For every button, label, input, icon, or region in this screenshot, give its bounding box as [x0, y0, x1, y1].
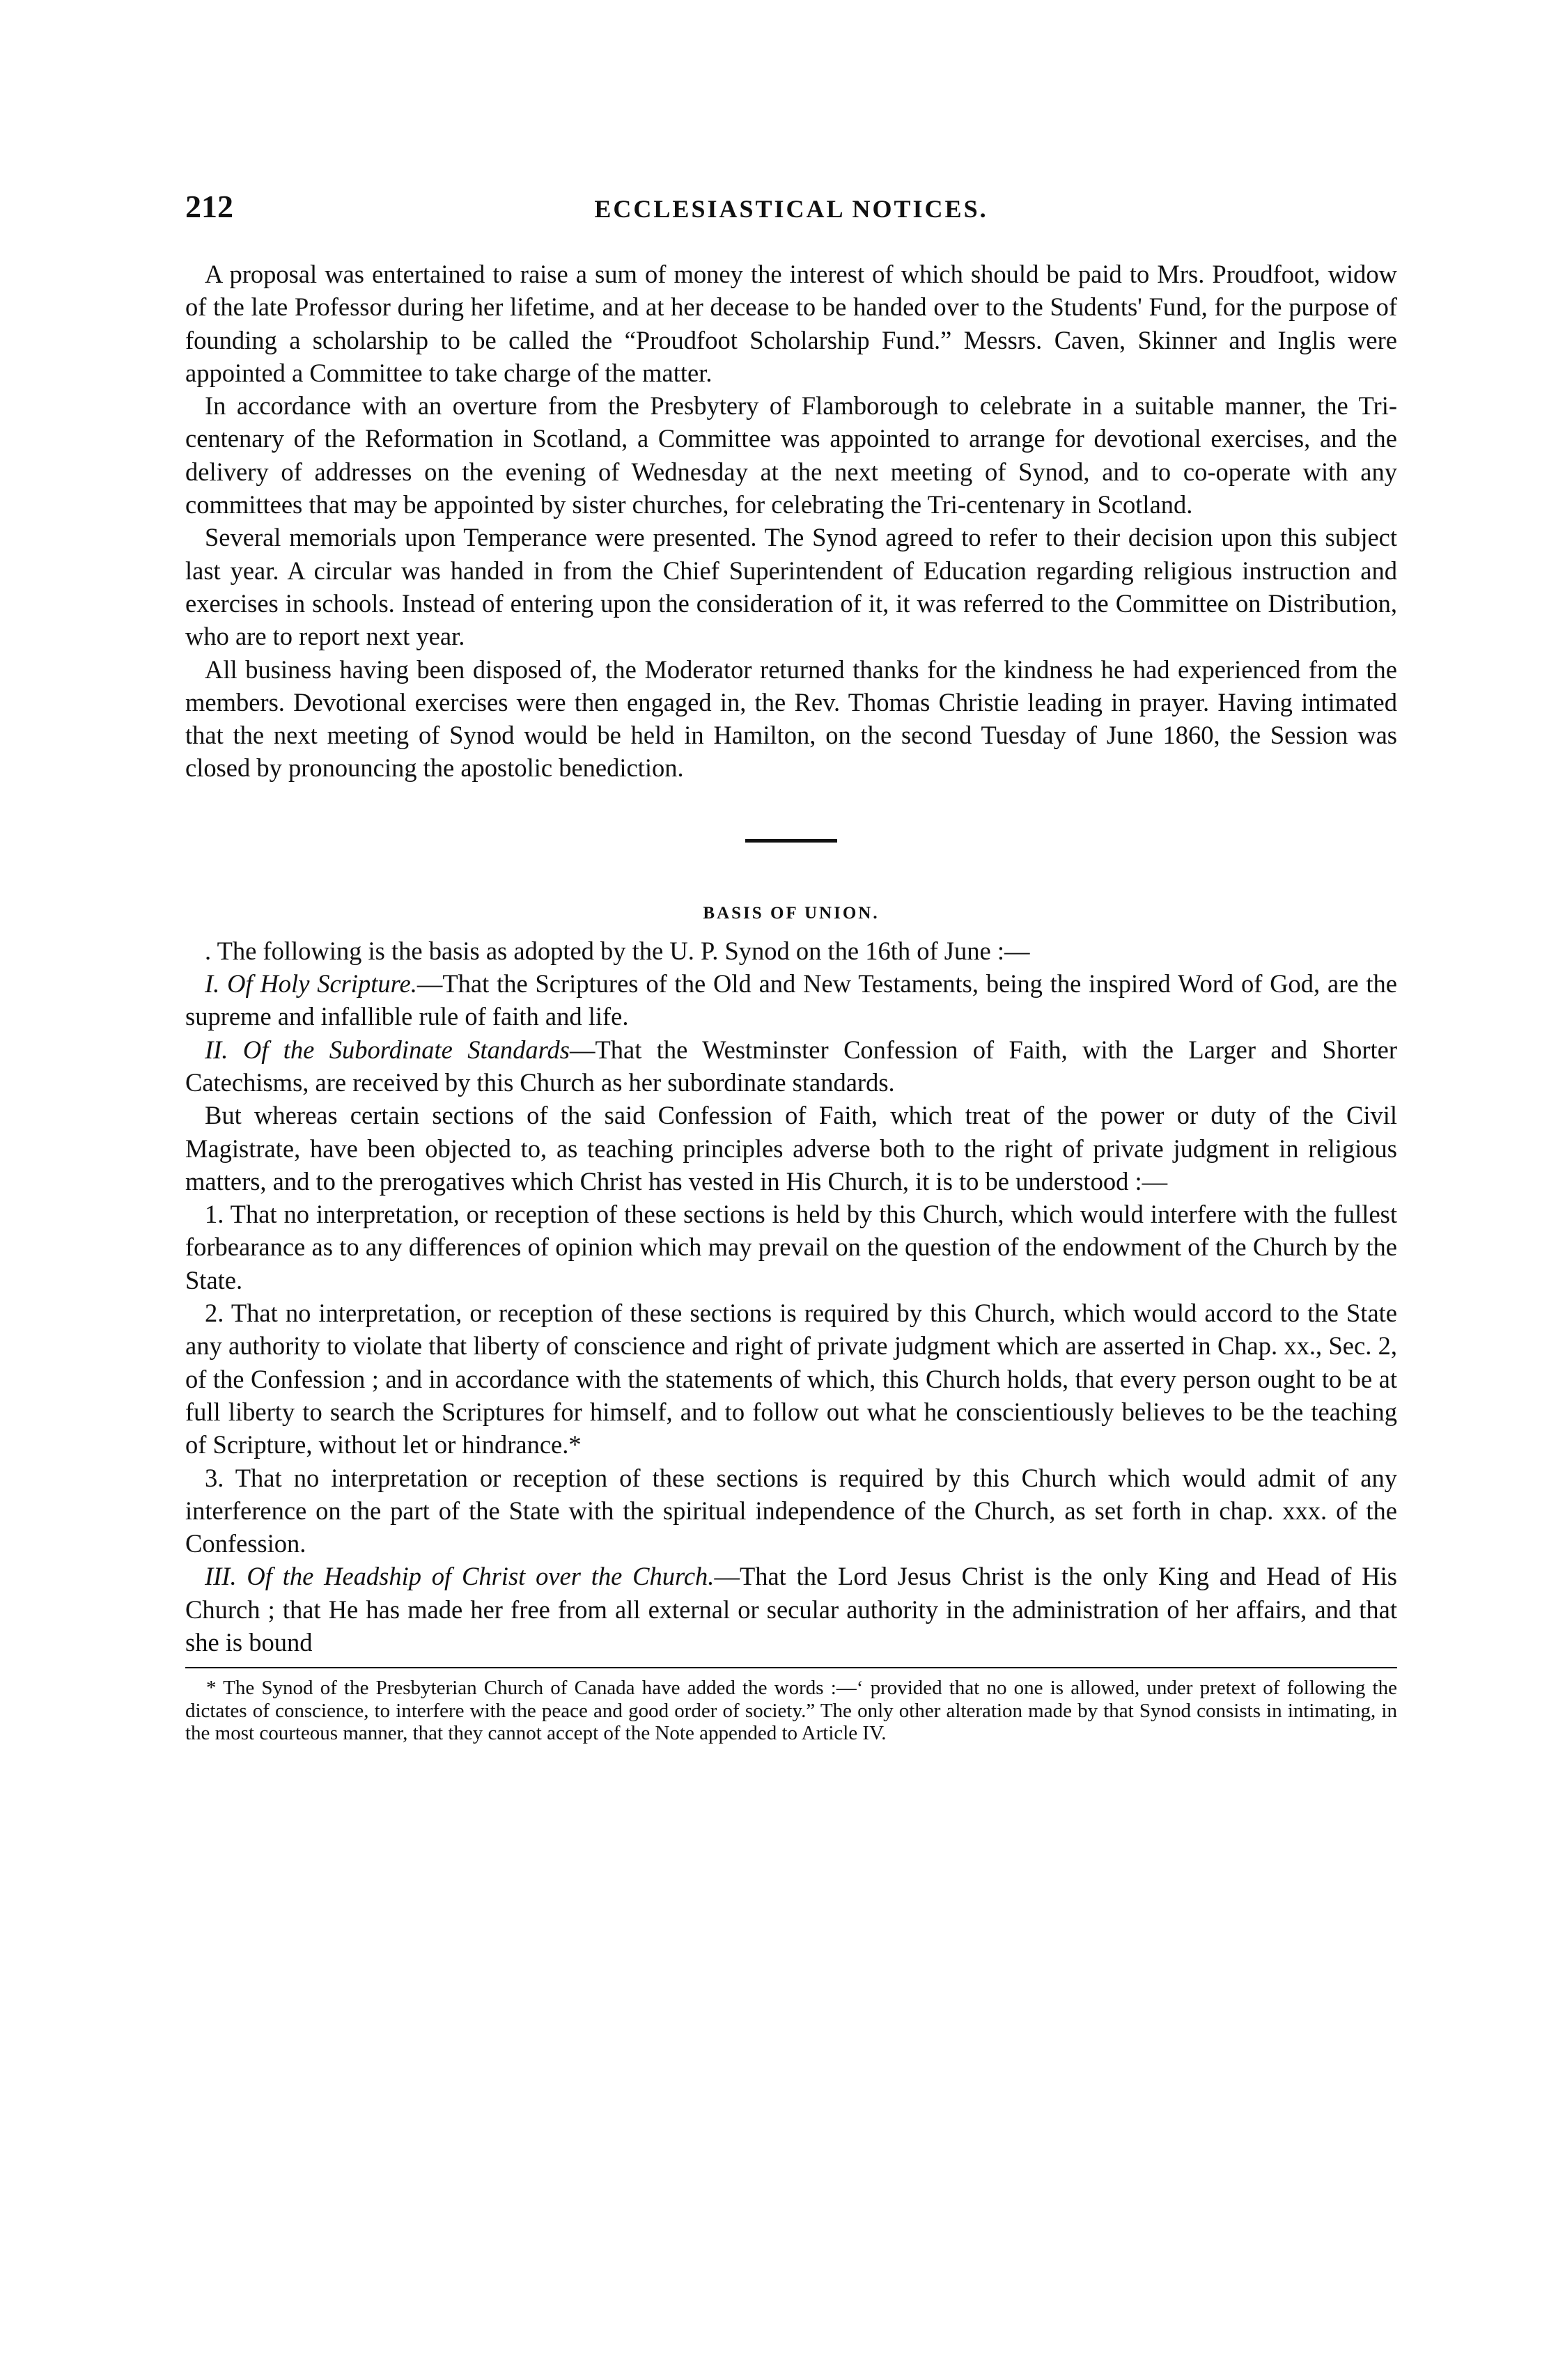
article-3 — [185, 1560, 1397, 1659]
section-divider — [745, 839, 837, 843]
point-1: 1. That no interpretation, or reception of these sections is held by this Church, which would interfere with the fullest forbearance as to any differences of opinion which may prevail on the question of the endowment of the Church by the State. — [185, 1200, 1397, 1294]
article-1 — [185, 967, 1397, 1033]
notice-paragraph: A proposal was entertained to raise a sum of money the interest of which should be paid to Mrs. Proudfoot, widow of the late Professor during her lifetime, and at her decease to be handed over to the Students' Fund, for the purpose of founding a scholarship to be called the “Proudfoot Scholarship Fund.” Messrs. Caven, Skinner and Inglis were appointed a Committee to take charge of the matter. — [185, 260, 1397, 387]
footnote-rule — [185, 1667, 1397, 1668]
section-title: BASIS OF UNION. — [703, 903, 880, 923]
article-2 — [185, 1033, 1397, 1099]
point-3: 3. That no interpretation or reception of these sections is required by this Church which would admit of any interference on the part of the State with the spiritual independence of the Church, as set forth in chap. xxx. of the Confession. — [185, 1463, 1397, 1558]
whereas-paragraph: But whereas certain sections of the said Confession of Faith, which treat of the power or duty of the Civil Magistrate, have been objected to, as teaching principles adverse both to the right of private judgment in religious matters, and to the prerogatives which Christ has vested in His Church, it is to be understood :— — [185, 1101, 1397, 1196]
article-2-text: —That the Westminster Confession of Faith, with the Larger and Shorter Catechisms, are received by this Church as her subordinate standards. — [185, 1035, 1397, 1097]
article-1-heading: I. Of Holy Scripture. — [205, 969, 417, 999]
article-2-heading: II. Of the Subordinate Standards — [205, 1035, 570, 1064]
page-header — [185, 188, 1397, 258]
notice-paragraph: In accordance with an overture from the Presbytery of Flamborough to celebrate in a suitable manner, the Tri-centenary of the Reformation in Scotland, a Committee was appointed to arrange for devotional exercises, and the delivery of addresses on the evening of Wednesday at the next meeting of Synod, and to co-operate with any committees that may be appointed by sister churches, for celebrating the Tri-centenary in Scotland. — [185, 391, 1397, 519]
page-number: 212 — [185, 189, 233, 224]
notice-paragraph: Several memorials upon Temperance were presented. The Synod agreed to refer to their decision upon this subject last year. A circular was handed in from the Chief Superintendent of Education regarding religious instruction and exercises in schools. Instead of entering upon the consideration of it, it was referred to the Committee on Distribution, who are to report next year. — [185, 523, 1397, 651]
article-3-heading: III. Of the Headship of Christ over the Church. — [205, 1562, 715, 1591]
page — [185, 188, 1397, 1745]
basis-intro: . The following is the basis as adopted by the U. P. Synod on the 16th of June :— — [205, 936, 1030, 965]
running-head: ECCLESIASTICAL NOTICES. — [594, 195, 988, 223]
footnote: * The Synod of the Presbyterian Church of Canada have added the words :—‘ provided that no one is allowed, under pretext of following the dictates of conscience, to interfere with the peace and good order of society.” The only other alteration made by that Synod consists in intimating, in the most courteous manner, that they cannot accept of the Note appended to Article IV. — [185, 1677, 1397, 1745]
notice-paragraph: All business having been disposed of, the Moderator returned thanks for the kindness he had experienced from the members. Devotional exercises were then engaged in, the Rev. Thomas Christie leading in prayer. Having intimated that the next meeting of Synod would be held in Hamilton, on the second Tuesday of June 1860, the Session was closed by pronouncing the apostolic benediction. — [185, 655, 1397, 783]
point-2: 2. That no interpretation, or reception of these sections is required by this Church, which would accord to the State any authority to violate that liberty of conscience and right of private judgment which are asserted in Chap. xx., Sec. 2, of the Confession ; and in accordance with the statements of which, this Church holds, that every person ought to be at full liberty to search the Scriptures for himself, and to follow out what he conscientiously believes to be the teaching of Scripture, without let or hindrance.* — [185, 1299, 1397, 1459]
article-3-text: —That the Lord Jesus Christ is the only King and Head of His Church ; that He has made her free from all external or secular authority in the administration of her affairs, and that she is bound — [185, 1562, 1397, 1657]
article-1-text: —That the Scriptures of the Old and New Testaments, being the inspired Word of God, are the supreme and infallible rule of faith and life. — [185, 969, 1397, 1031]
